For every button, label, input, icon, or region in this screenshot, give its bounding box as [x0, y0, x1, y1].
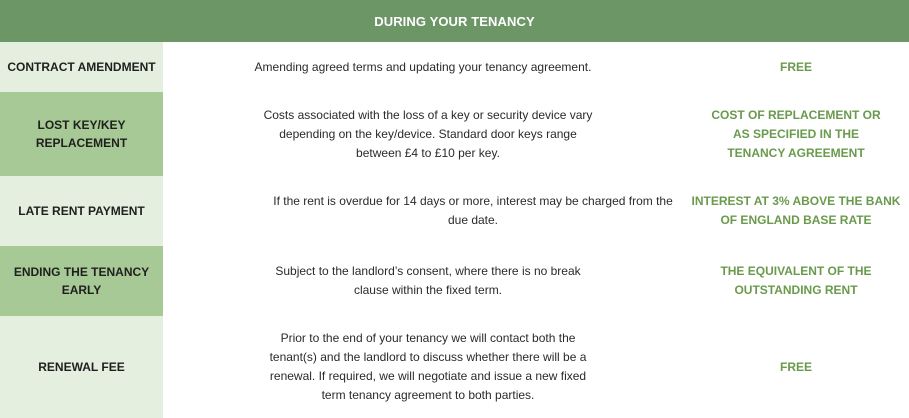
row-label: LOST KEY/KEY REPLACEMENT: [0, 92, 163, 176]
table-title: DURING YOUR TENANCY: [374, 13, 535, 29]
table-row: [0, 246, 909, 316]
row-description: Costs associated with the loss of a key or security device vary depending on the key/device. Standard door keys range between £4 to £10 per key.: [263, 107, 593, 160]
row-label: CONTRACT AMENDMENT: [0, 42, 163, 92]
row-label: ENDING THE TENANCY EARLY: [0, 246, 163, 316]
row-description: If the rent is overdue for 14 days or more, interest may be charged from the due date.: [273, 194, 673, 227]
row-label: RENEWAL FEE: [0, 316, 163, 418]
table-row: [0, 42, 909, 92]
row-description: Amending agreed terms and updating your tenancy agreement.: [254, 59, 592, 74]
table-row: [0, 92, 909, 176]
row-fee: FREE: [779, 359, 812, 374]
row-description: Prior to the end of your tenancy we will contact both the tenant(s) and the landlord to discuss whether there will be a renewal. If required, we will negotiate and issue a new fixed term tenancy agreement to both parties.: [269, 331, 587, 402]
table-header: [0, 0, 909, 42]
table-row: [0, 176, 909, 246]
row-fee: COST OF REPLACEMENT OR AS SPECIFIED IN THE TENANCY AGREEMENT: [711, 107, 881, 160]
row-description: Subject to the landlord’s consent, where there is no break clause within the fixed term.: [275, 264, 581, 297]
row-label: LATE RENT PAYMENT: [0, 176, 163, 246]
table-row: [0, 316, 909, 418]
row-fee: INTEREST AT 3% ABOVE THE BANK OF ENGLAND BASE RATE: [691, 194, 901, 227]
row-fee: THE EQUIVALENT OF THE OUTSTANDING RENT: [720, 264, 872, 297]
row-fee: FREE: [779, 59, 812, 74]
